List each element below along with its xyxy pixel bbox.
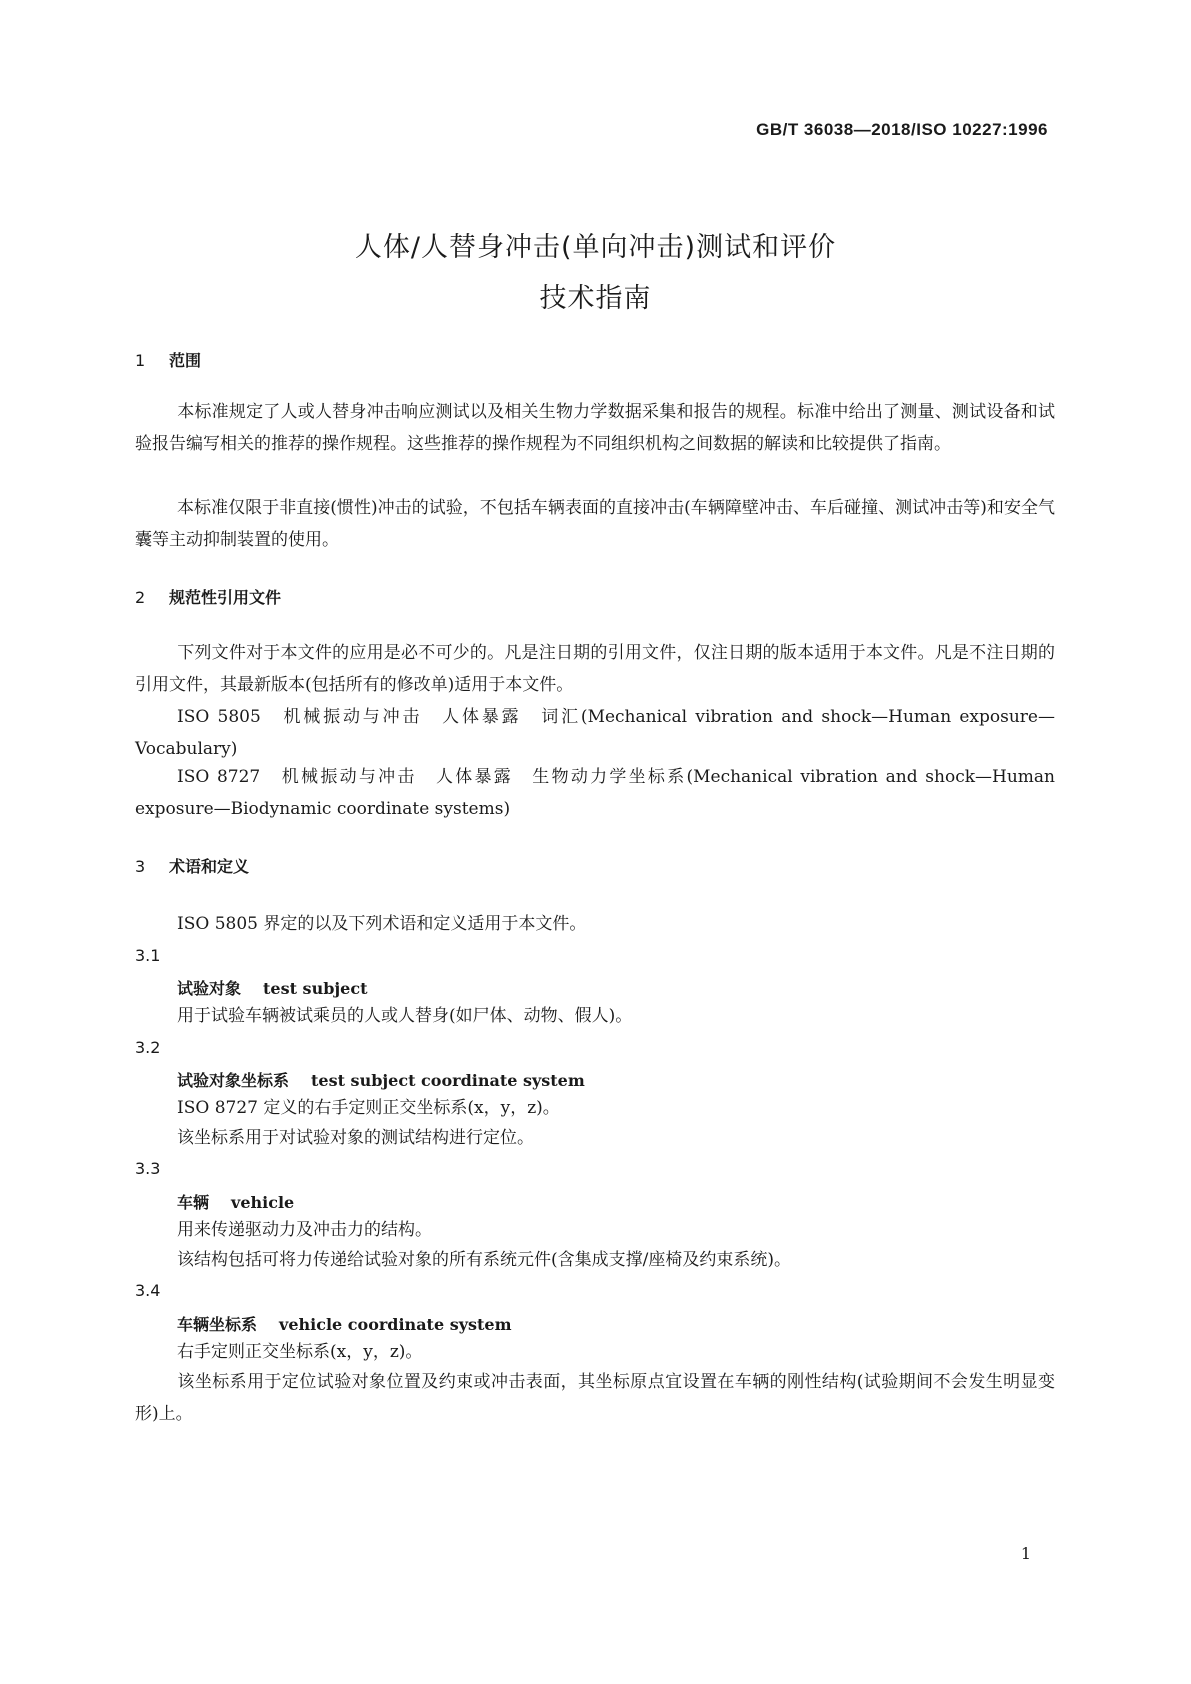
note: 该坐标系用于对试验对象的测试结构进行定位。 [177, 1128, 534, 1148]
section-heading-3 [135, 854, 249, 877]
title-line-2: 技术指南 [539, 283, 652, 314]
clause-number: 3.4 [135, 1281, 161, 1300]
standard-number: GB/T 36038—2018/ISO 10227:1996 [756, 120, 1048, 139]
paragraph: 本标准仅限于非直接(惯性)冲击的试验，不包括车辆表面的直接冲击(车辆障壁冲击、车后碰撞、测试冲击等)和安全气囊等主动抑制装置的使用。 [135, 498, 1055, 550]
term-heading: 试验对象 test subject [177, 979, 368, 998]
reference-iso-8727: ISO 8727 机械振动与冲击 人体暴露 生物动力学坐标系(Mechanical vibration and shock—Human exposure—Biodynamic coordinate systems) [135, 767, 1055, 819]
page-number: 1 [1020, 1544, 1031, 1563]
clause-number: 3.2 [135, 1038, 161, 1057]
term-heading: 试验对象坐标系 test subject coordinate system [177, 1071, 585, 1090]
title-line-1: 人体/人替身冲击(单向冲击)测试和评价 [354, 232, 837, 263]
note: 该坐标系用于定位试验对象位置及约束或冲击表面，其坐标原点宜设置在车辆的刚性结构(试验期间不会发生明显变形)上。 [135, 1372, 1055, 1424]
section-title: 术语和定义 [169, 857, 250, 876]
definition: 右手定则正交坐标系(x，y，z)。 [177, 1342, 423, 1362]
section-number: 3 [135, 857, 146, 876]
term-heading: 车辆 vehicle [177, 1193, 295, 1212]
section-heading-1 [135, 348, 201, 371]
section-number: 2 [135, 588, 146, 607]
definition: 用来传递驱动力及冲击力的结构。 [177, 1220, 432, 1240]
note: 该结构包括可将力传递给试验对象的所有系统元件(含集成支撑/座椅及约束系统)。 [177, 1250, 791, 1270]
section-number: 1 [135, 351, 146, 370]
section-heading-2 [135, 585, 281, 608]
section-title: 范围 [169, 351, 202, 370]
paragraph: 下列文件对于本文件的应用是必不可少的。凡是注日期的引用文件，仅注日期的版本适用于本文件。凡是不注日期的引用文件，其最新版本(包括所有的修改单)适用于本文件。 [135, 643, 1055, 695]
clause-number: 3.1 [135, 946, 161, 965]
reference-iso-5805: ISO 5805 机械振动与冲击 人体暴露 词汇(Mechanical vibration and shock—Human exposure—Vocabulary) [135, 707, 1055, 759]
term-heading: 车辆坐标系 vehicle coordinate system [177, 1315, 512, 1334]
document-title [0, 222, 1191, 324]
definition: ISO 8727 定义的右手定则正交坐标系(x，y，z)。 [177, 1098, 560, 1118]
paragraph: ISO 5805 界定的以及下列术语和定义适用于本文件。 [177, 914, 587, 934]
clause-number: 3.3 [135, 1159, 161, 1178]
section-title: 规范性引用文件 [169, 588, 282, 607]
definition: 用于试验车辆被试乘员的人或人替身(如尸体、动物、假人)。 [177, 1006, 633, 1026]
paragraph: 本标准规定了人或人替身冲击响应测试以及相关生物力学数据采集和报告的规程。标准中给出了测量、测试设备和试验报告编写相关的推荐的操作规程。这些推荐的操作规程为不同组织机构之间数据的解读和比较提供了指南。 [135, 402, 1055, 454]
